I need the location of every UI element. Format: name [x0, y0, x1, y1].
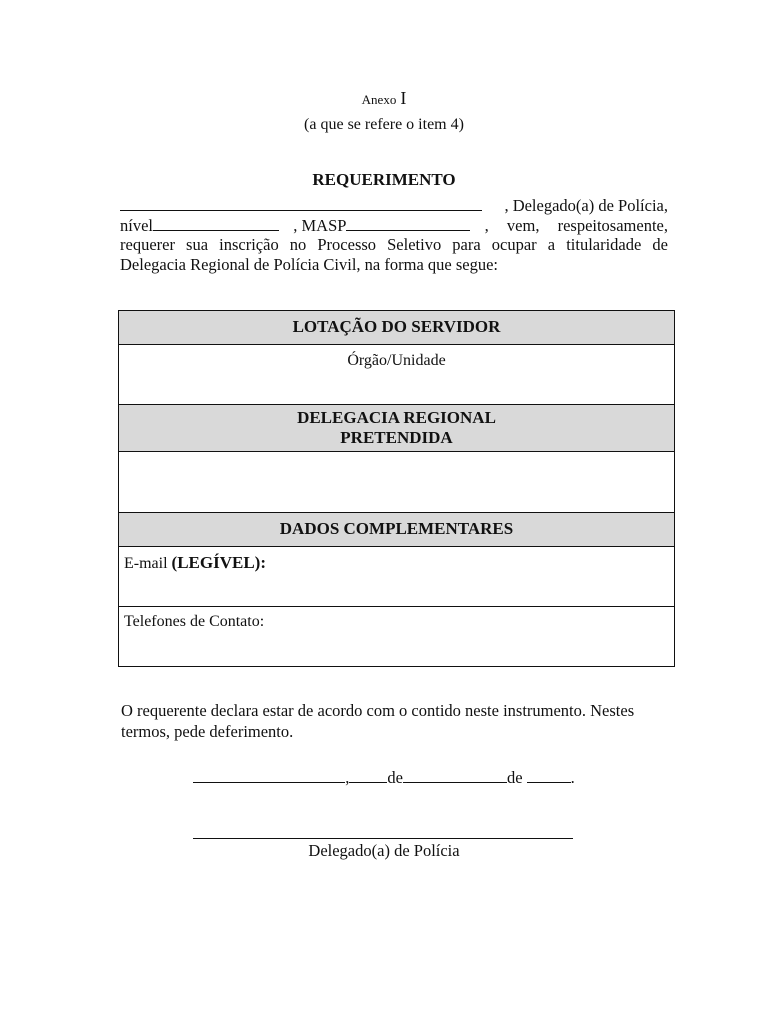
lotacao-header: LOTAÇÃO DO SERVIDOR — [119, 311, 674, 345]
day-blank[interactable] — [349, 768, 387, 783]
city-blank[interactable] — [193, 768, 345, 783]
name-blank[interactable] — [120, 196, 482, 211]
orgao-row[interactable] — [119, 345, 674, 405]
nivel-label: nível — [120, 215, 153, 235]
email-label: E-mail — [124, 555, 168, 572]
annex-title-word: nexo — [371, 92, 397, 107]
delegacia-header — [119, 405, 674, 452]
request-line-2 — [120, 216, 668, 236]
annex-number: I — [400, 88, 407, 108]
delegacia-header-line1: DELEGACIA REGIONAL — [297, 408, 496, 427]
year-blank[interactable] — [527, 768, 571, 783]
date-line — [0, 768, 768, 788]
email-label-wrap — [119, 547, 674, 573]
email-legivel: (LEGÍVEL): — [171, 553, 267, 572]
date-comma: , — [345, 768, 350, 787]
request-line-2-end: , vem, respeitosamente, — [484, 215, 668, 235]
request-title: REQUERIMENTO — [312, 170, 456, 189]
date-de-2: de — [506, 768, 523, 787]
annex-title — [0, 88, 768, 109]
request-line-4: Delegacia Regional de Polícia Civil, na forma que segue: — [120, 254, 499, 274]
month-blank[interactable] — [403, 768, 507, 783]
delegacia-field[interactable] — [119, 452, 674, 513]
masp-blank[interactable] — [346, 216, 470, 231]
registration-table — [118, 310, 675, 667]
telefones-label: Telefones de Contato: — [124, 613, 265, 630]
request-paragraph — [120, 196, 668, 274]
signature-label: Delegado(a) de Polícia — [308, 841, 460, 860]
date-de-1: de — [387, 768, 403, 787]
telefones-row[interactable] — [119, 607, 674, 666]
date-period: . — [570, 768, 575, 787]
nivel-blank[interactable] — [153, 216, 279, 231]
request-line-1 — [120, 196, 668, 216]
request-line-1-text: , Delegado(a) de Polícia, — [504, 196, 668, 215]
masp-label: , MASP — [293, 215, 347, 235]
signature-line[interactable] — [193, 838, 573, 839]
annex-subtitle: (a que se refere o item 4) — [304, 116, 464, 133]
email-row[interactable] — [119, 547, 674, 607]
annex-title-prefix: A — [361, 92, 372, 107]
request-line-3: requerer sua inscrição no Processo Seletivo para ocupar a titularidade de — [120, 235, 668, 254]
declaration-text: O requerente declara estar de acordo com o contido neste instrumento. Nestes termos, pede deferimento. — [121, 701, 635, 741]
delegacia-header-line2: PRETENDIDA — [340, 428, 453, 447]
dados-header: DADOS COMPLEMENTARES — [119, 513, 674, 547]
orgao-label: Órgão/Unidade — [347, 352, 446, 369]
